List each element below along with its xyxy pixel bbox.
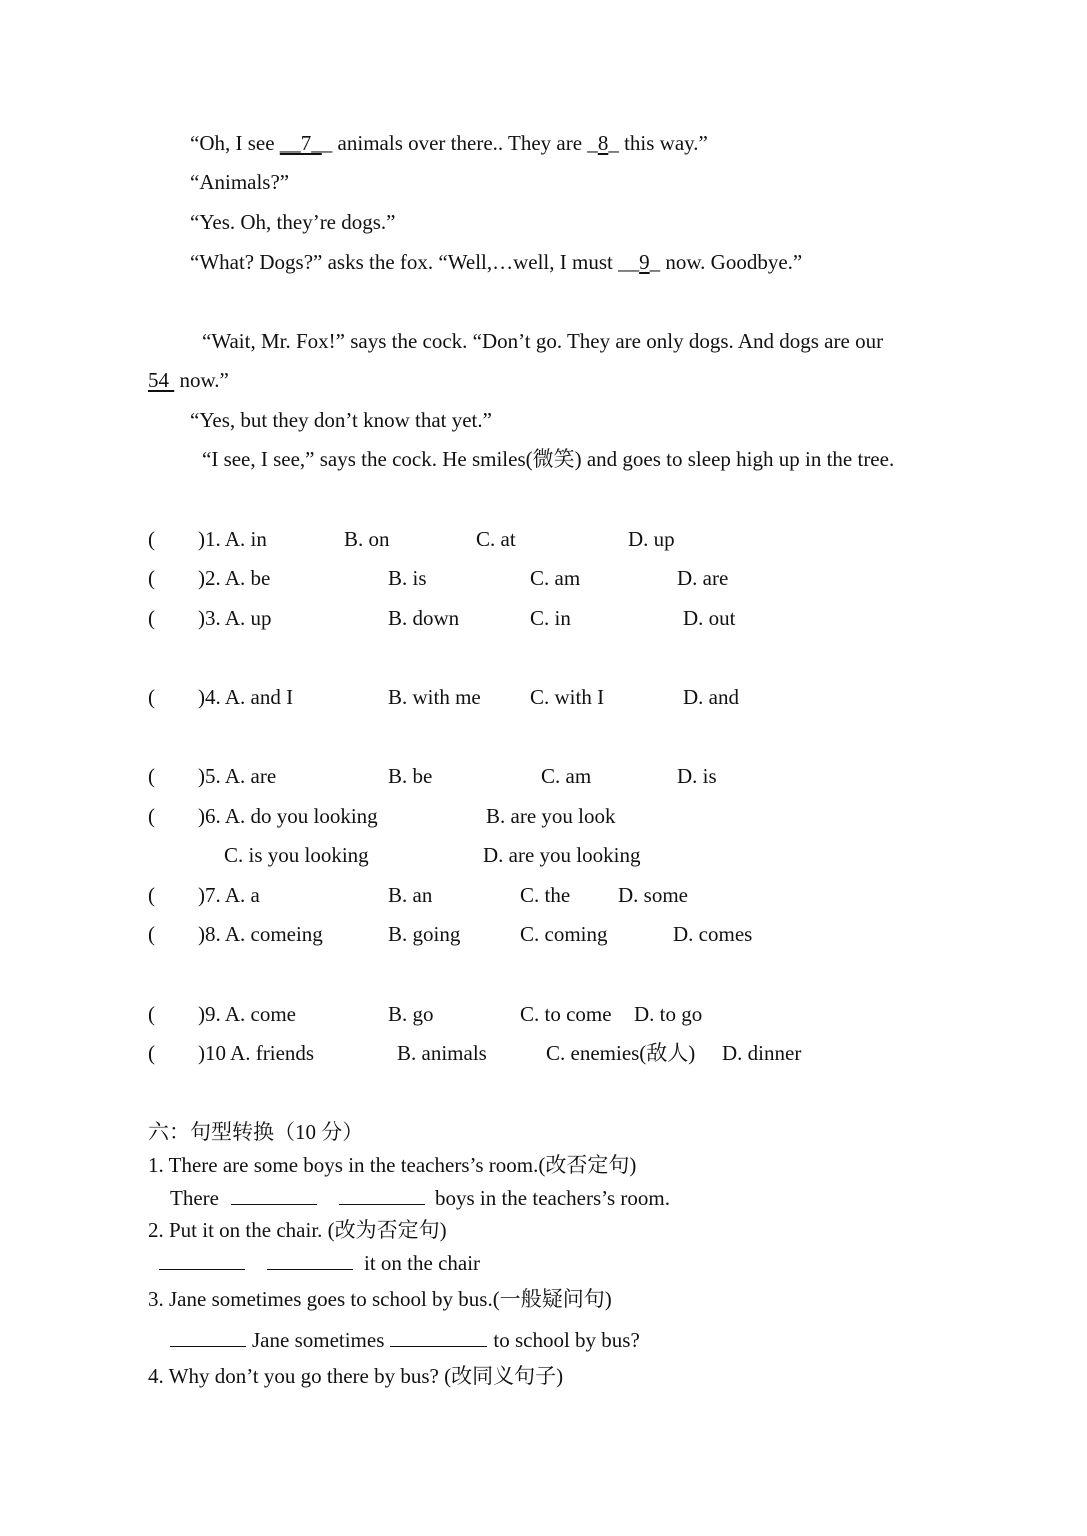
option-c: C. am — [530, 566, 581, 590]
paren: ( — [148, 764, 155, 788]
passage-line-2: “Animals?” — [190, 170, 290, 194]
option-a: )10 A. friends — [198, 1041, 315, 1065]
option-c: C. is you looking — [224, 843, 369, 867]
option-a: )1. A. in — [198, 527, 267, 551]
answer-blank[interactable] — [267, 1249, 353, 1270]
option-a: )8. A. comeing — [198, 922, 323, 946]
option-d: D. are — [677, 566, 729, 590]
paren: ( — [148, 883, 155, 907]
passage-line-5: “Wait, Mr. Fox!” says the cock. “Don’t go. They are only dogs. And dogs are our — [202, 329, 884, 353]
option-d: D. out — [683, 606, 736, 630]
transform-question-1: 1. There are some boys in the teachers’s room.(改否定句) — [148, 1153, 637, 1177]
option-c: C. with I — [530, 685, 605, 709]
passage-text: “Oh, I see — [190, 131, 280, 155]
option-a: )6. A. do you looking — [198, 804, 378, 828]
option-b: B. are you look — [486, 804, 616, 828]
option-b: B. with me — [388, 685, 481, 709]
transform-question-4: 4. Why don’t you go there by bus? (改同义句子) — [148, 1364, 564, 1388]
paren: ( — [148, 685, 155, 709]
option-d: D. up — [628, 527, 675, 551]
option-c: C. coming — [520, 922, 608, 946]
passage-line-6 — [148, 367, 229, 393]
passage-text: _ animals over there.. They are _ — [321, 131, 598, 155]
option-c: C. the — [520, 883, 571, 907]
option-d: D. to go — [634, 1002, 703, 1026]
option-d: D. is — [677, 764, 717, 788]
option-b: B. be — [388, 764, 433, 788]
option-a: )4. A. and I — [198, 685, 294, 709]
paren: ( — [148, 922, 155, 946]
answer-blank[interactable] — [339, 1184, 425, 1205]
option-c: C. enemies(敌人) — [546, 1041, 696, 1065]
answer-text: boys in the teachers’s room. — [434, 1186, 670, 1210]
paren: ( — [148, 804, 155, 828]
option-c: C. in — [530, 606, 571, 630]
option-c: C. to come — [520, 1002, 612, 1026]
passage-line-1 — [190, 130, 708, 156]
passage-line-8: “I see, I see,” says the cock. He smiles(微笑) and goes to sleep high up in the tree. — [202, 447, 895, 471]
option-b: B. is — [388, 566, 427, 590]
passage-line-4 — [190, 249, 802, 275]
option-b: B. on — [344, 527, 390, 551]
blank-7: __7_ — [279, 131, 322, 155]
passage-text: _ this way.” — [608, 131, 708, 155]
blank-9: 9 — [639, 250, 650, 274]
option-d: D. some — [618, 883, 688, 907]
option-c: C. at — [476, 527, 516, 551]
blank-54: 54 — [148, 368, 175, 392]
option-a: )9. A. come — [198, 1002, 296, 1026]
option-d: D. and — [683, 685, 739, 709]
transform-question-2: 2. Put it on the chair. (改为否定句) — [148, 1218, 447, 1242]
answer-text: There — [170, 1186, 219, 1210]
section-heading: 六：句型转换（10 分） — [148, 1120, 364, 1144]
paren: ( — [148, 606, 155, 630]
passage-line-7: “Yes, but they don’t know that yet.” — [190, 408, 492, 432]
option-c: C. am — [541, 764, 592, 788]
option-d: D. are you looking — [483, 843, 641, 867]
paren: ( — [148, 566, 155, 590]
option-b: B. an — [388, 883, 433, 907]
option-d: D. comes — [673, 922, 753, 946]
option-b: B. animals — [397, 1041, 487, 1065]
option-b: B. go — [388, 1002, 434, 1026]
option-d: D. dinner — [722, 1041, 802, 1065]
answer-line-3 — [170, 1326, 640, 1353]
transform-question-3: 3. Jane sometimes goes to school by bus.(一般疑问句) — [148, 1287, 612, 1311]
answer-text: Jane sometimes — [252, 1328, 385, 1352]
paren: ( — [148, 1002, 155, 1026]
option-b: B. down — [388, 606, 460, 630]
passage-text: now.” — [174, 368, 229, 392]
option-a: )2. A. be — [198, 566, 271, 590]
passage-text: _ now. Goodbye.” — [649, 250, 803, 274]
blank-8: 8 — [597, 131, 609, 155]
option-b: B. going — [388, 922, 461, 946]
answer-line-2 — [159, 1249, 480, 1276]
paren: ( — [148, 527, 155, 551]
option-a: )5. A. are — [198, 764, 277, 788]
answer-blank[interactable] — [170, 1326, 246, 1347]
passage-line-3: “Yes. Oh, they’re dogs.” — [190, 210, 396, 234]
passage-text: “What? Dogs?” asks the fox. “Well,…well, I must __ — [190, 250, 640, 274]
answer-blank[interactable] — [159, 1249, 245, 1270]
option-a: )7. A. a — [198, 883, 260, 907]
option-a: )3. A. up — [198, 606, 272, 630]
answer-blank[interactable] — [231, 1184, 317, 1205]
paren: ( — [148, 1041, 155, 1065]
answer-text: to school by bus? — [493, 1328, 640, 1352]
answer-blank[interactable] — [390, 1326, 487, 1347]
answer-line-1 — [170, 1184, 670, 1211]
answer-text: it on the chair — [364, 1251, 481, 1275]
